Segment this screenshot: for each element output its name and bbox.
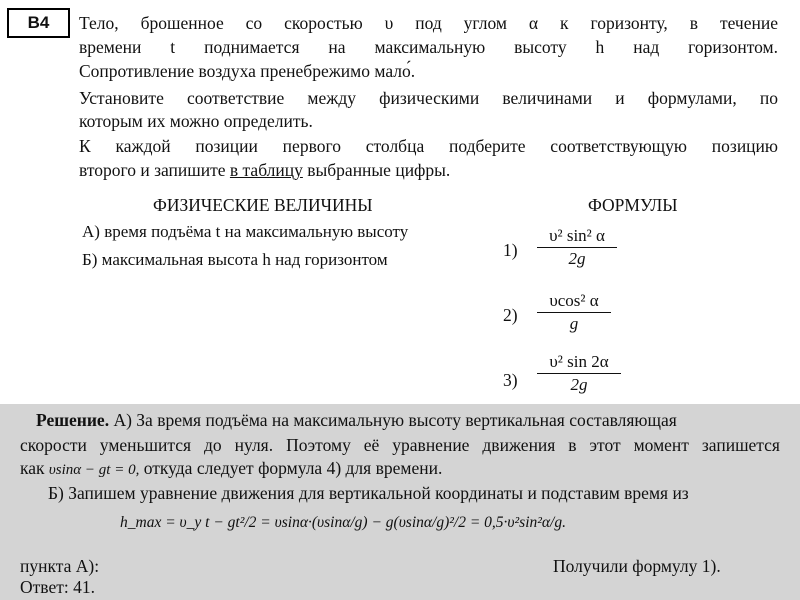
formula-3 <box>537 351 621 396</box>
task-text-line-5: которым их можно определить. <box>79 111 313 131</box>
time-equation: υsinα − gt = 0, <box>48 462 140 478</box>
solution-a-line-3 <box>20 457 442 481</box>
solution-a-line-3-start: как <box>20 458 45 478</box>
formula-2-numerator: υcos² α <box>549 291 599 310</box>
task-text-line-7 <box>79 159 450 181</box>
task-text-line-1: Тело, брошенное со скоростью υ под углом α к горизонту, в течение <box>79 13 778 33</box>
task-text-line-4: Установите соответствие между физическими величинами и формулами, по <box>79 88 778 108</box>
task-text-line-7-end: выбранные цифры. <box>307 160 451 180</box>
formula-3-denominator: 2g <box>570 375 588 394</box>
formula-number-1: 1) <box>503 240 518 260</box>
formula-1-numerator: υ² sin² α <box>549 226 605 245</box>
formula-1-denominator: 2g <box>568 249 586 268</box>
formula-number-2: 2) <box>503 305 518 325</box>
task-text-line-7-start: второго и запишите <box>79 160 226 180</box>
quantities-column-header: ФИЗИЧЕСКИЕ ВЕЛИЧИНЫ <box>153 195 373 215</box>
task-text-line-2: времени t поднимается на максимальную высоту h над горизонтом. <box>79 37 778 57</box>
formula-2-denominator: g <box>569 314 579 333</box>
solution-panel <box>0 404 800 600</box>
solution-answer: Ответ: 41. <box>20 577 95 597</box>
formulas-column-header: ФОРМУЛЫ <box>588 195 678 215</box>
solution-a-line-3-end: откуда следует формула 4) для времени. <box>143 458 443 478</box>
quantity-item-b: Б) максимальная высота h над горизонтом <box>82 250 388 269</box>
solution-b-line-2: пункта А): <box>20 556 100 576</box>
formula-2 <box>537 290 611 335</box>
solution-a-line-1: А) За время подъёма на максимальную высоту вертикальная составляющая <box>113 410 677 430</box>
solution-a-line-2: скорости уменьшится до нуля. Поэтому её уравнение движения в этот момент запишется <box>20 435 780 455</box>
formula-3-numerator: υ² sin 2α <box>549 352 609 371</box>
solution-label: Решение. <box>36 410 110 430</box>
task-text-line-3: Сопротивление воздуха пренебрежимо мало́. <box>79 61 416 81</box>
formula-number-3: 3) <box>503 370 518 390</box>
formula-1 <box>537 225 617 270</box>
solution-conclusion: Получили формулу 1). <box>553 556 721 576</box>
answer-table-link[interactable]: в таблицу <box>229 160 303 180</box>
task-text-line-6: К каждой позиции первого столбца подберите соответствующую позицию <box>79 136 778 156</box>
solution-line-1 <box>36 409 677 431</box>
quantity-item-a: А) время подъёма t на максимальную высоту <box>82 222 409 241</box>
task-number-badge: B4 <box>7 8 70 38</box>
height-derivation-formula: h_max = υ_y t − gt²/2 = υsinα·(υsinα/g) − g(υsinα/g)²/2 = 0,5·υ²sin²α/g. <box>120 514 566 531</box>
solution-b-line-1: Б) Запишем уравнение движения для вертикальной координаты и подставим время из <box>48 483 689 503</box>
